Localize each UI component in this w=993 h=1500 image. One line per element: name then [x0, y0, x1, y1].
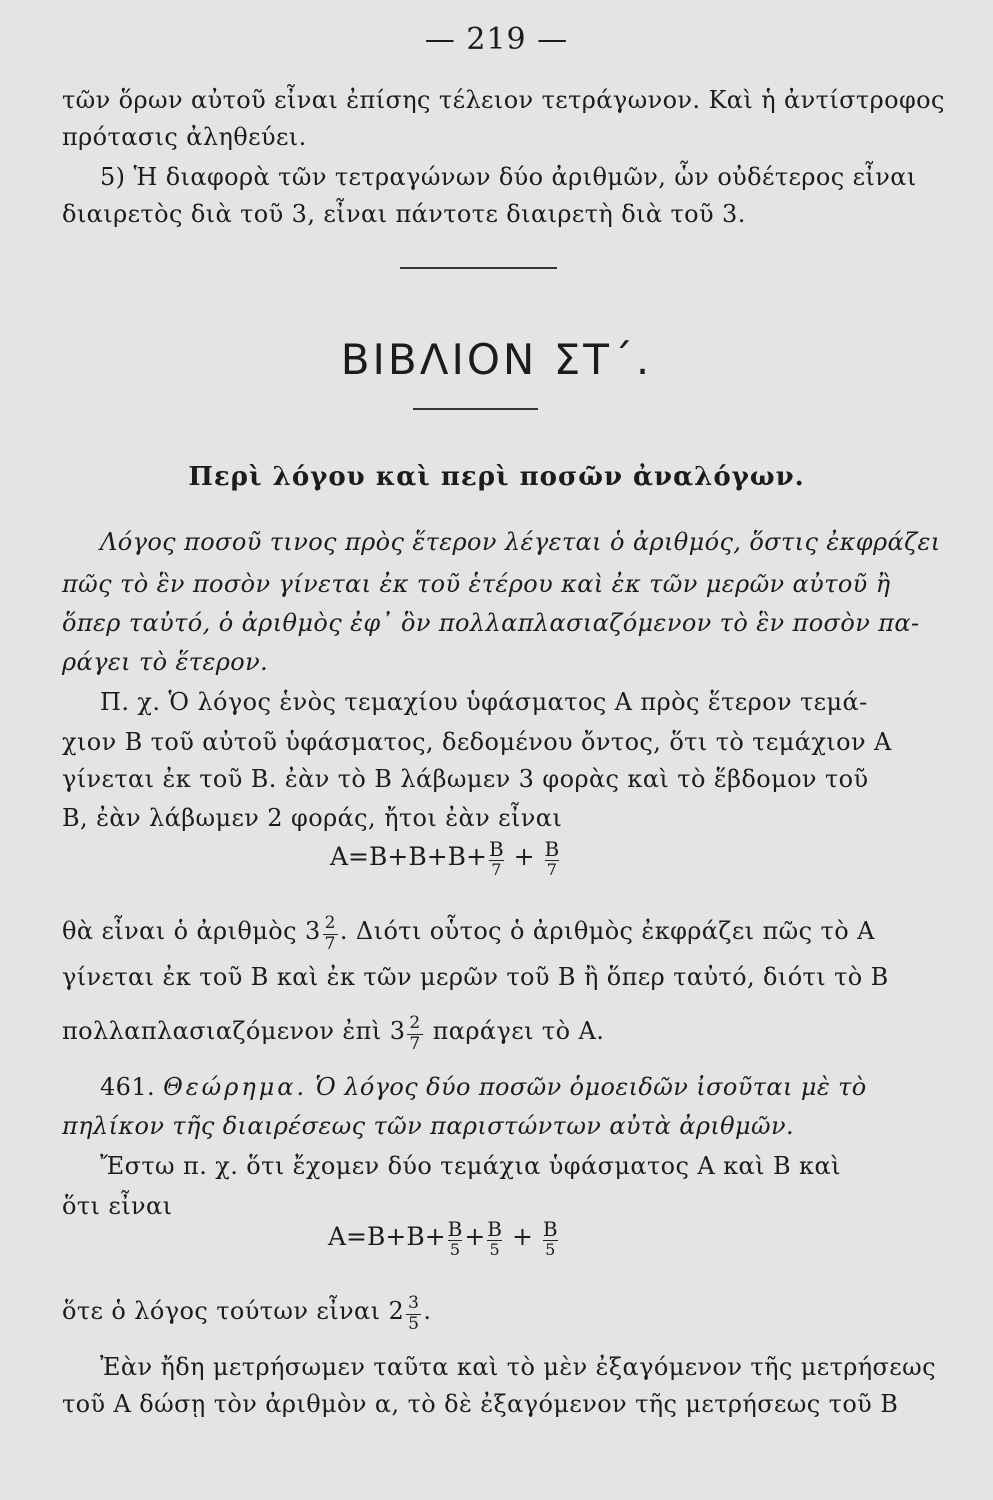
divider [413, 408, 538, 410]
plus-sign: + [511, 1222, 533, 1251]
text-span: παράγει τὸ Α. [432, 1017, 605, 1045]
formula-lhs: A=B+B+ [328, 1222, 446, 1251]
definition-line: ράγει τὸ ἕτερον. [62, 648, 269, 676]
fraction-numerator: B [447, 1217, 463, 1241]
plus-sign: + [464, 1222, 486, 1251]
fraction-numerator: 3 [408, 1293, 420, 1313]
mixed-fraction [407, 1012, 422, 1053]
fraction [545, 838, 560, 879]
mixed-whole: 3 [304, 917, 321, 945]
fraction-numerator: 2 [324, 913, 336, 933]
fraction-denominator: 7 [489, 860, 504, 879]
theorem-number: 461. [100, 1073, 156, 1101]
section-heading: Περὶ λόγου καὶ περὶ ποσῶν ἀναλόγων. [188, 462, 805, 492]
fraction-numerator: B [487, 1217, 502, 1241]
fraction [448, 1218, 463, 1259]
fraction-denominator: 5 [408, 1314, 420, 1334]
formula-lhs: A=B+B+B+ [330, 842, 487, 871]
proof-line: ὅτι εἶναι [62, 1192, 173, 1220]
example-line: Π. χ. Ὁ λόγος ἑνὸς τεμαχίου ὑφάσματος Α πρὸς ἕτερον τεμά- [100, 688, 868, 716]
fraction-denominator: 7 [324, 934, 336, 954]
fraction [487, 1218, 502, 1259]
example-line: Β, ἐὰν λάβωμεν 2 φοράς, ἤτοι ἐὰν εἶναι [62, 804, 563, 832]
text-line [62, 1012, 908, 1053]
formula-a-equals-2b-plus-fractions [328, 1218, 560, 1259]
mixed-fraction [323, 912, 338, 953]
definition-line: Λόγος ποσοῦ τινος πρὸς ἕτερον λέγεται ὁ ἀριθμός, ὅστις ἐκφράζει [100, 528, 941, 556]
text-line: τῶν ὅρων αὐτοῦ εἶναι ἐπίσης τέλειον τετράγωνον. Καὶ ἡ ἀντίστροφος [62, 86, 945, 114]
text-line [62, 1292, 908, 1333]
text-line: γίνεται ἐκ τοῦ Β καὶ ἐκ τῶν μερῶν τοῦ Β ἢ ὅπερ ταὐτό, διότι τὸ Β [62, 963, 889, 991]
text-line: Ἐὰν ἤδη μετρήσωμεν ταῦτα καὶ τὸ μὲν ἐξαγόμενον τῆς μετρήσεως [100, 1353, 936, 1381]
mixed-whole: 3 [389, 1017, 406, 1045]
text-span: ὅτε ὁ λόγος τούτων εἶναι [62, 1297, 381, 1325]
text-line: 5) Ἡ διαφορὰ τῶν τετραγώνων δύο ἀριθμῶν, ὧν οὐδέτερος εἶναι [100, 163, 917, 191]
fraction [489, 838, 504, 879]
text-line: διαιρετὸς διὰ τοῦ 3, εἶναι πάντοτε διαιρετὴ διὰ τοῦ 3. [62, 200, 746, 228]
definition-line: πῶς τὸ ἓν ποσὸν γίνεται ἐκ τοῦ ἑτέρου καὶ ἐκ τῶν μερῶν αὐτοῦ ἢ [62, 570, 891, 598]
page-number: — 219 — [424, 22, 569, 57]
fraction-denominator: 5 [448, 1240, 463, 1259]
text-line [62, 912, 908, 953]
text-line: πρότασις ἀληθεύει. [62, 123, 307, 151]
mixed-whole: 2 [388, 1297, 405, 1325]
book-title: ΒΙΒΛΙΟΝ ΣΤ΄. [340, 335, 653, 384]
fraction-numerator: B [544, 837, 560, 861]
fraction [543, 1218, 558, 1259]
divider [400, 267, 557, 269]
fraction-denominator: 7 [409, 1034, 421, 1054]
text-line: τοῦ Α δώσῃ τὸν ἀριθμὸν α, τὸ δὲ ἐξαγόμενον τῆς μετρήσεως τοῦ Β [62, 1390, 899, 1418]
plus-sign: + [513, 842, 535, 871]
proof-line: Ἔστω π. χ. ὅτι ἔχομεν δύο τεμάχια ὑφάσματος Α καὶ Β καὶ [100, 1152, 841, 1180]
text-span: πολλαπλασιαζόμενον ἐπὶ [62, 1017, 382, 1045]
theorem-label: Θεώρημα. [163, 1073, 308, 1101]
text-span: . Διότι οὗτος ὁ ἀριθμὸς ἐκφράζει πῶς τὸ Α [339, 917, 875, 945]
fraction-denominator: 5 [543, 1240, 558, 1259]
fraction-numerator: 2 [409, 1013, 421, 1033]
example-line: χιον Β τοῦ αὐτοῦ ὑφάσματος, δεδομένου ὄντος, ὅτι τὸ τεμάχιον Α [62, 728, 892, 756]
theorem-text: Ὁ λόγος δύο ποσῶν ὁμοειδῶν ἰσοῦται μὲ τὸ [315, 1073, 867, 1101]
fraction-denominator: 7 [545, 860, 560, 879]
theorem-line [100, 1073, 908, 1101]
definition-line: ὅπερ ταὐτό, ὁ ἀριθμὸς ἐφ᾽ ὃν πολλαπλασιαζόμενον τὸ ἓν ποσὸν πα- [62, 609, 920, 637]
theorem-line: πηλίκον τῆς διαιρέσεως τῶν παριστώντων αὐτὰ ἀριθμῶν. [62, 1112, 794, 1140]
fraction-numerator: B [542, 1217, 558, 1241]
mixed-fraction [406, 1292, 421, 1333]
fraction-denominator: 5 [487, 1240, 502, 1259]
example-line: γίνεται ἐκ τοῦ Β. ἐὰν τὸ Β λάβωμεν 3 φορὰς καὶ τὸ ἕβδομον τοῦ [62, 765, 869, 793]
formula-a-equals-3b-plus-fractions [330, 838, 561, 879]
text-span: . [423, 1297, 432, 1325]
text-span: θὰ εἶναι ὁ ἀριθμὸς [62, 917, 297, 945]
fraction-numerator: B [488, 837, 504, 861]
